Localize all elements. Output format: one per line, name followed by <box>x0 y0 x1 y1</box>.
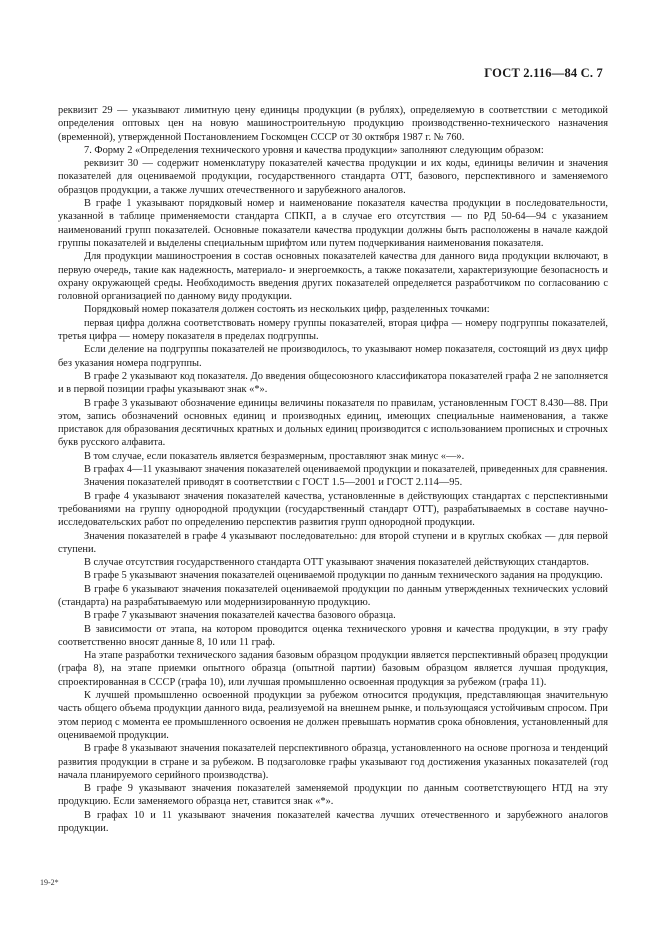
paragraph: В графе 1 указывают порядковый номер и наименование показателя качества продукции в последовательности, указанной в таблице применяемости стандарта СПКП, а в случае его отсутствия — по РД 50-64—94 с указанием наименований групп показателей. Основные показатели качества продукции должны быть расположены в начале каждой группы показателей и выделены специальным шрифтом или путем подчеркивания наименования показателя. <box>58 198 608 249</box>
paragraph: Значения показателей приводят в соответствии с ГОСТ 1.5—2001 и ГОСТ 2.114—95. <box>84 477 463 489</box>
paragraph: 7. Форму 2 «Определения технического уровня и качества продукции» заполняют следующим образом: <box>84 144 544 156</box>
paragraph: В графе 2 указывают код показателя. До введения общесоюзного классификатора показателей графа 2 не заполняется и в первой позиции графы указывают знак «*». <box>58 370 608 396</box>
paragraph: В графе 5 указывают значения показателей оцениваемой продукции по данным технического задания на продукцию. <box>84 570 603 582</box>
paragraph: Для продукции машиностроения в состав основных показателей качества для данного вида продукции включают, в первую очередь, такие как надежность, материало- и энергоемкость, а также показатели, характеризующие безопасность и охрану окружающей среды. Необходимость введения других показателей определяется разработчиком по согласованию с головной организацией по данному виду продукции. <box>58 251 608 303</box>
paragraph: В том случае, если показатель является безразмерным, проставляют знак минус «—». <box>84 450 465 462</box>
paragraph: Значения показателей в графе 4 указывают последовательно: для второй ступени и в круглых скобках — для первой ступени. <box>58 530 608 555</box>
paragraph: первая цифра должна соответствовать номеру группы показателей, вторая цифра — номеру подгруппы показателей, третья цифра — номеру показателя в пределах подгруппы. <box>58 317 608 343</box>
paragraph: В графе 3 указывают обозначение единицы величины показателя по правилам, установленным ГОСТ 8.430—88. При этом, запись обозначений основных единиц и производных единиц, имеющих специальные наименования, а также приставок для образования десятичных кратных и дольных единиц производится с использованием прописных и строчных букв русского алфавита. <box>58 397 608 449</box>
paragraph: реквизит 30 — содержит номенклатуру показателей качества продукции и их коды, единицы величин и значения показателей для оцениваемой продукции, государственного стандарта ОТТ, базового, перспективного и заменяемого образцов продукции, а также лучших отечественного и зарубежного аналогов. <box>58 158 608 196</box>
paragraph: В графе 6 указывают значения показателей оцениваемой продукции по данным утвержденных технических условий (стандарта) на разрабатываемую или модернизированную продукцию. <box>58 583 608 608</box>
paragraph: В графе 9 указывают значения показателей заменяемой продукции по данным соответствующего НТД на эту продукцию. Если заменяемого образца нет, ставится знак «*». <box>58 783 608 808</box>
paragraph: На этапе разработки технического задания базовым образцом продукции является перспективный образец продукции (графа 8), на этапе приемки опытного образца (опытной партии) базовым образцом является лучшая продукция, спроектированная в СССР (графа 10), или лучшая промышленно освоенная продукция за рубежом (графа 11). <box>58 650 608 688</box>
paragraph: В графе 7 указывают значения показателей качества базового образца. <box>84 610 396 622</box>
page-header: ГОСТ 2.116—84 С. 7 <box>484 66 603 80</box>
paragraph: В случае отсутствия государственного стандарта ОТТ указывают значения показателей действующих стандартов. <box>84 557 589 569</box>
paragraph: В графе 4 указывают значения показателей качества, установленные в действующих стандартах с перспективными требованиями на группу однородной продукции (государственный стандарт ОТТ), разрабатываемых в составе научно-исследовательских работ по определению перспектив развития групп однородной продукции. <box>58 490 608 529</box>
paragraph: В графах 10 и 11 указывают значения показателей качества лучших отечественного и зарубежного аналогов продукции. <box>58 809 608 835</box>
paragraph: В графе 8 указывают значения показателей перспективного образца, установленного на основе прогноза и тенденций развития продукции в стране и за рубежом. В подзаголовке графы указывают год достижения указанных показателей (год начала планируемого серийного производства). <box>58 743 608 781</box>
paragraph: реквизит 29 — указывают лимитную цену единицы продукции (в рублях), определяемую в соответствии с методикой определения оптовых цен на новую машиностроительную продукцию производственно-технического назначения (временной), утвержденной Постановлением Госкомцен СССР от 30 октября 1987 г. № 760. <box>58 105 608 143</box>
paragraph: Порядковый номер показателя должен состоять из нескольких цифр, разделенных точками: <box>84 304 490 316</box>
page-footer-mark: 19-2* <box>40 878 59 887</box>
paragraph: В зависимости от этапа, на котором проводится оценка технического уровня и качества продукции, в эту графу соответственно вносят данные 8, 10 или 11 граф. <box>58 623 608 648</box>
paragraph: К лучшей промышленно освоенной продукции за рубежом относится продукция, представляющая значительную часть общего объема продукции данного вида, реализуемой на внешнем рынке, и пользующаяся устойчивым спросом. При этом период с момента ее промышленного освоения не должен превышать норматив срока обновления, установленный для оцениваемой продукции. <box>58 690 608 741</box>
document-body <box>58 104 608 835</box>
paragraph: Если деление на подгруппы показателей не производилось, то указывают номер показателя, состоящий из двух цифр без указания номера подгруппы. <box>58 344 608 369</box>
paragraph: В графах 4—11 указывают значения показателей оцениваемой продукции и показателей, приведенных для сравнения. <box>84 464 608 476</box>
